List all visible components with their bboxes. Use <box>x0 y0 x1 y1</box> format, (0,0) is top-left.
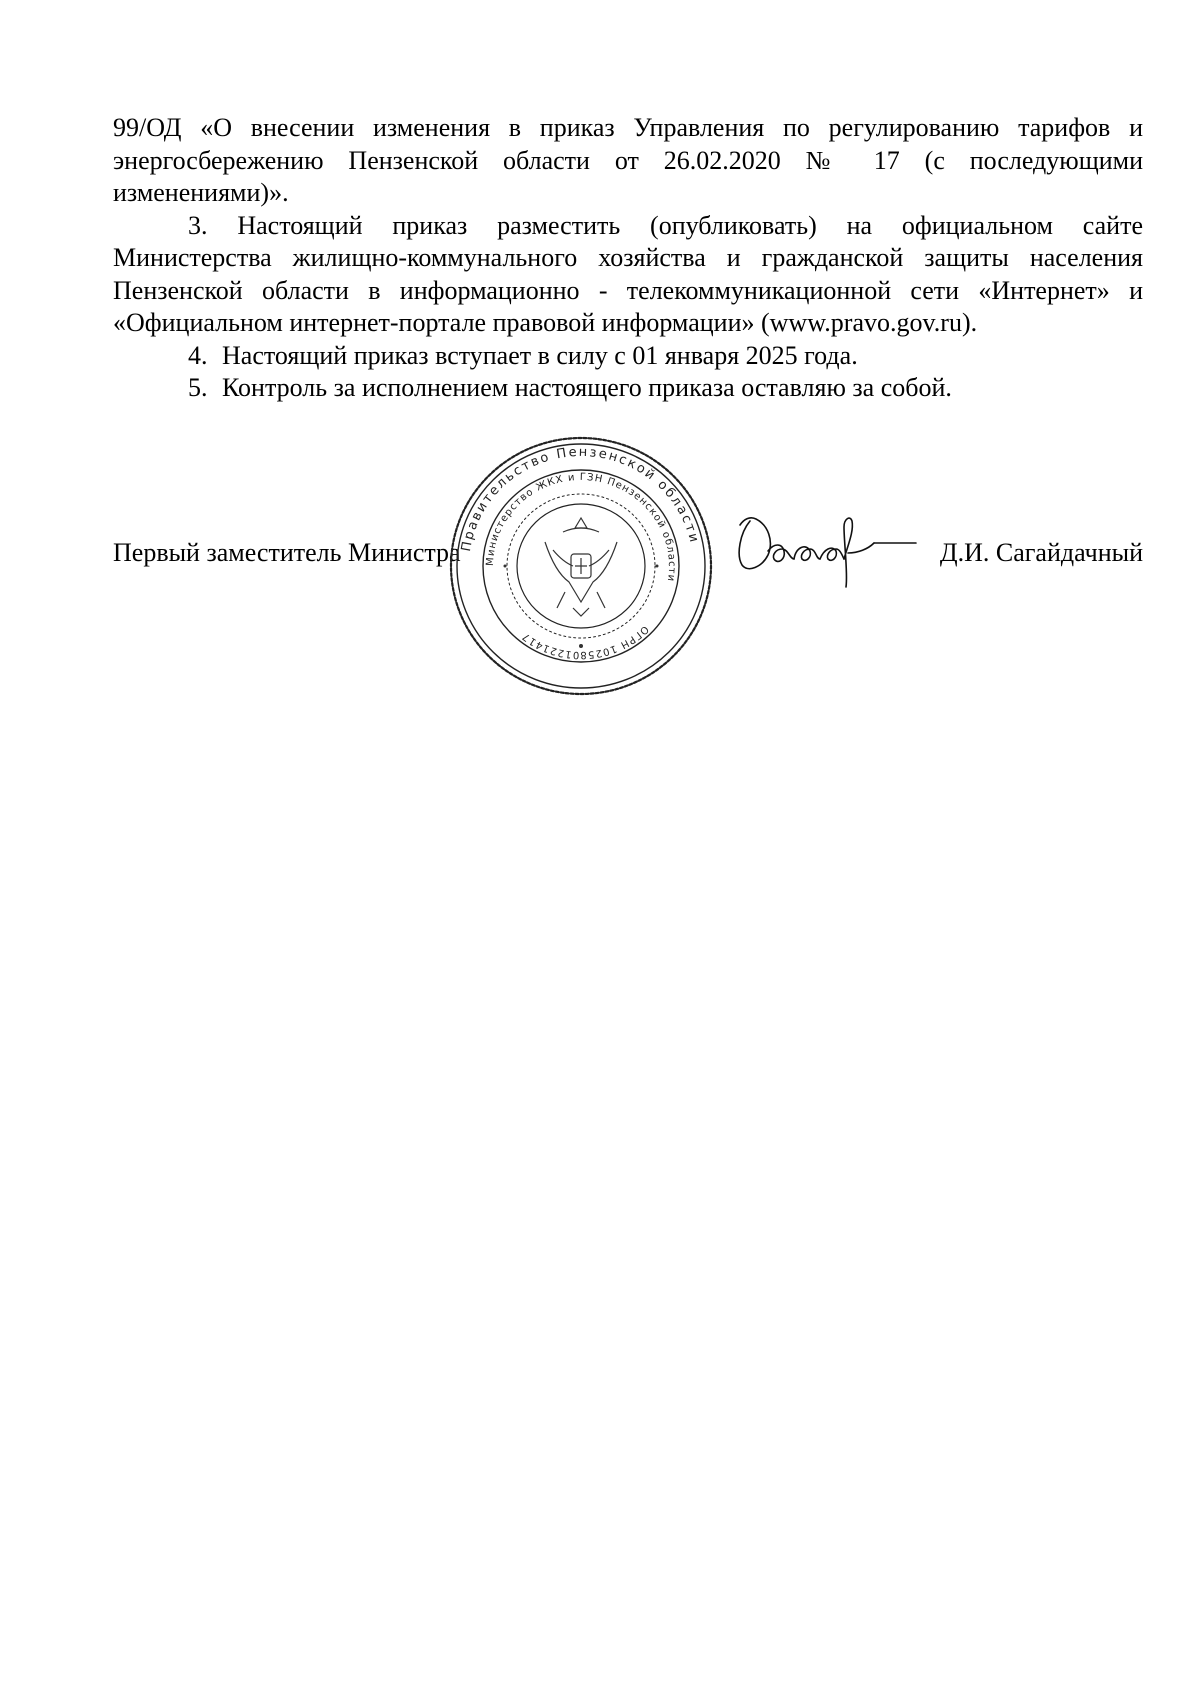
paragraph-line-1: 99/ОД «О внесении изменения в приказ Управления по регулированию тарифов и <box>113 113 1143 142</box>
item-4-text: Настоящий приказ вступает в силу с 01 января 2025 года. <box>222 340 858 370</box>
signer-name: Д.И. Сагайдачный <box>939 538 1143 567</box>
svg-text:ОГРН 1025801221417: ОГРН 1025801221417 <box>520 623 651 661</box>
paragraph-continuation-2 <box>113 145 1143 178</box>
official-seal-image <box>445 432 717 700</box>
paragraph-item-3: 3. Настоящий приказ разместить (опубликовать) на официальном сайте Министерства жилищно-коммунального хозяйства и гражданской защиты населения Пензенской области в информационно - телекоммуникационной сети «Интернет» и «Официальном интернет-портале правовой информации» (www.pravo.gov.ru). <box>113 210 1143 337</box>
paragraph-item-5 <box>113 372 1143 405</box>
item-5-number: 5. <box>188 373 208 402</box>
paragraph-continuation-3 <box>113 177 1143 210</box>
paragraph-continuation <box>113 112 1143 145</box>
paragraph-line-2: энергосбережению Пензенской области от 26.02.2020 № 17 (с последующими <box>113 145 1143 175</box>
item-4-number: 4. <box>188 340 208 370</box>
document-body <box>113 112 1143 405</box>
svg-text:Министерство ЖКХ и ГЗН Пензенс: Министерство ЖКХ и ГЗН Пензенской области <box>484 471 678 583</box>
paragraph-line-3: изменениями)». <box>113 178 289 207</box>
signer-position: Первый заместитель Министра <box>113 538 461 567</box>
paragraph-item-4 <box>113 340 1143 373</box>
item-5-text: Контроль за исполнением настоящего приказа оставляю за собой. <box>222 373 952 402</box>
svg-text:Правительство Пензенской облас: Правительство Пензенской области <box>458 444 702 553</box>
handwritten-signature-image <box>728 503 918 593</box>
